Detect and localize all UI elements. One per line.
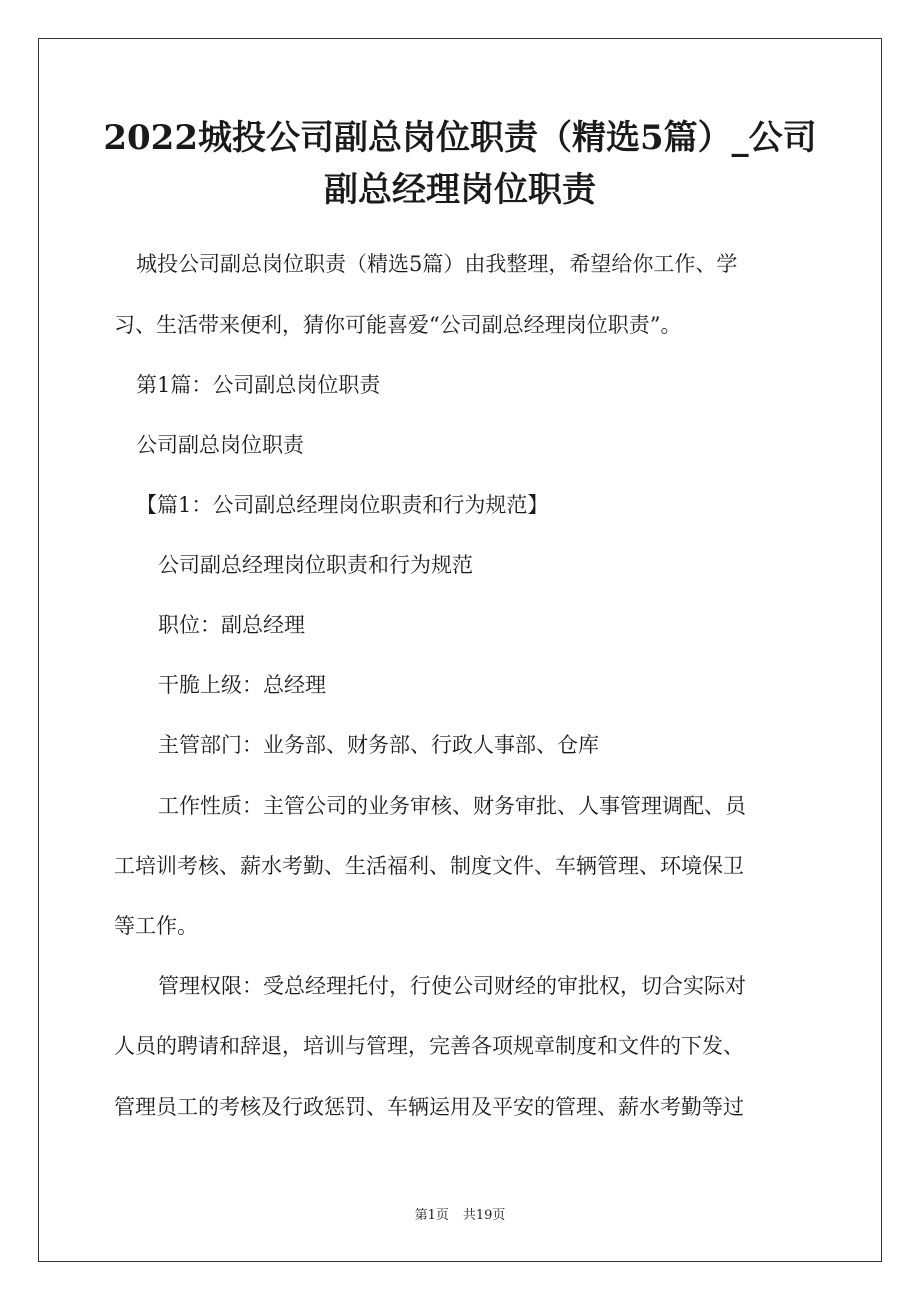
section-subtitle: 公司副总岗位职责 [136, 433, 304, 457]
document-title-line-2: 副总经理岗位职责 [324, 170, 596, 210]
work-nature-line-2: 工培训考核、薪水考勤、生活福利、制度文件、车辆管理、环境保卫 [114, 854, 744, 878]
article-subtitle: 公司副总经理岗位职责和行为规范 [158, 553, 473, 577]
page-total: 共19页 [462, 1208, 506, 1223]
page-number: 第1页 [414, 1208, 449, 1223]
document-title-line-1: 2022城投公司副总岗位职责（精选5篇）_公司 [103, 118, 817, 158]
authority-line-3: 管理员工的考核及行政惩罚、车辆运用及平安的管理、薪水考勤等过 [114, 1095, 744, 1119]
authority-line-1: 管理权限：受总经理托付，行使公司财经的审批权，切合实际对 [158, 974, 746, 998]
authority-line-2: 人员的聘请和辞退，培训与管理，完善各项规章制度和文件的下发、 [114, 1034, 744, 1058]
section-heading: 第1篇：公司副总岗位职责 [136, 373, 381, 397]
intro-line-2: 习、生活带来便利，猜你可能喜爱“公司副总经理岗位职责”。 [114, 313, 682, 337]
superior-line: 干脆上级：总经理 [158, 673, 326, 697]
position-line: 职位：副总经理 [158, 613, 305, 637]
intro-line-1: 城投公司副总岗位职责（精选5篇）由我整理，希望给你工作、学 [136, 252, 738, 276]
page-frame [38, 38, 882, 1262]
page-footer [0, 1207, 920, 1225]
work-nature-line-3: 等工作。 [114, 914, 198, 938]
article-heading: 【篇1：公司副总经理岗位职责和行为规范】 [136, 493, 549, 517]
departments-line: 主管部门：业务部、财务部、行政人事部、仓库 [158, 733, 599, 757]
work-nature-line-1: 工作性质：主管公司的业务审核、财务审批、人事管理调配、员 [158, 794, 746, 818]
